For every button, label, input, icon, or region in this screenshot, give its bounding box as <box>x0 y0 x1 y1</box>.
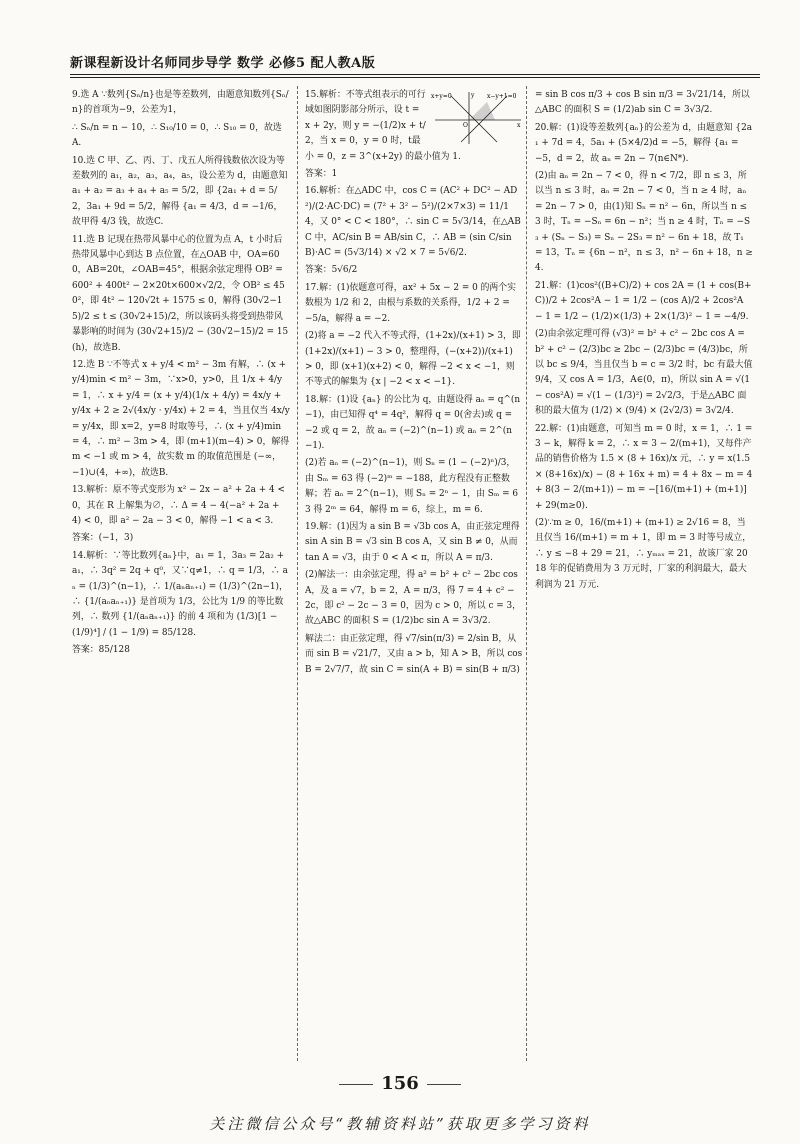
answer-19-cont: = sin B cos π/3 + cos B sin π/3 = 3√21/14，所以△ABC 的面积 S = (1/2)ab sin C = 3√3/2. <box>535 90 750 116</box>
answer-12: 12.选 B ∵不等式 x + y/4 < m² − 3m 有解，∴ (x + y/4)min < m² − 3m，∵x>0，y>0，且 1/x + 4/y = 1，∴ x + y/4 = (x + y/4)(1/x + 4/y) = 4x/y + y/4x + 2 ≥ 2√(4x/y · y/4x) + 2 = 4，当且仅当 4x/y = y/4x，即 x=2，y=8 时取等号，∴ (x + y/4)min = 4，∴ m² − 3m > 4，即 (m+1)(m−4) > 0，解得 m < −1 或 m > 4，故实数 m 的取值范围是 (−∞，−1)∪(4，+∞)，故选B. <box>72 359 290 478</box>
line-x-minus-y-plus-1 <box>461 96 507 142</box>
page-number <box>0 1073 800 1094</box>
answer-15: 15.解析：不等式组表示的可行域如图阴影部分所示，设 t = x + 2y，则 y = −(1/2)x + t/2，当 x = 0，y = 0 时，t最小 = 0，z = 3^(x+2y) 的最小值为 1. <box>305 90 461 162</box>
answer-11: 11.选 B 记现在热带风暴中心的位置为点 A，t 小时后热带风暴中心到达 B 点位置，在△OAB 中，OA=600，AB=20t，∠OAB=45°，根据余弦定理得 OB² = 600² + 400t² − 2×20t×600×√2/2，令 OB² ≤ 450²，即 4t² − 120√2t + 1575 ≤ 0，解得 (30√2−15)/2 ≤ t ≤ (30√2+15)/2，所以该码头将受到热带风暴影响的时间为 (30√2+15)/2 − (30√2−15)/2 = 15(h)，故选B. <box>72 234 289 353</box>
answer-9-cont: ∴ Sₙ/n = n − 10，∴ S₁₀/10 = 0，∴ S₁₀ = 0，故选A. <box>72 122 282 149</box>
answer-15-result: 答案：1 <box>305 169 338 180</box>
page-number-dash-right <box>427 1084 461 1085</box>
figure-axis-x: x <box>517 122 521 129</box>
answer-column-1 <box>72 88 290 1058</box>
answer-14-result: 答案：85/128 <box>72 645 130 656</box>
answer-19-method1: (2)解法一：由余弦定理，得 a² = b² + c² − 2bc cos A，及 a = √7，b = 2，A = π/3，得 7 = 4 + c² − 2c，即 c² − 2c − 3 = 0，因为 c > 0，所以 c = 3，故△ABC 的面积 S = (1/2)bc sin A = 3√3/2. <box>305 570 522 627</box>
figure-axis-y: y <box>471 92 475 99</box>
page-number-dash-left <box>339 1084 373 1085</box>
answer-column-3 <box>535 88 753 1058</box>
answer-17-part2: (2)将 a = −2 代入不等式得，(1+2x)/(x+1) > 3，即 (1+2x)/(x+1) − 3 > 0，整理得，(−(x+2))/(x+1) > 0，即 (x+1)(x+2) < 0，解得 −2 < x < −1，则不等式的解集为 {x | −2 < x < −1}. <box>305 331 521 388</box>
answer-20-part2: (2)由 aₙ = 2n − 7 < 0，得 n < 7/2，即 n ≤ 3，所以当 n ≤ 3 时，aₙ = 2n − 7 < 0，当 n ≥ 4 时，aₙ = 2n − 7 > 0，由(1)知 Sₙ = n² − 6n，所以当 n ≤ 3 时，Tₙ = −Sₙ = 6n − n²；当 n ≥ 4 时，Tₙ = −S₃ + (Sₙ − S₃) = Sₙ − 2S₃ = n² − 6n + 18，故 T₁ = 13，Tₙ = {6n − n²，n ≤ 3，n² − 6n + 18，n ≥ 4. <box>535 171 753 274</box>
answer-18-part1: 18.解：(1)设 {aₙ} 的公比为 q，由题设得 aₙ = q^(n−1)，由已知得 q⁴ = 4q²，解得 q = 0(舍去)或 q = −2 或 q = 2，故 aₙ = (−2)^(n−1) 或 aₙ = 2^(n−1). <box>305 394 521 451</box>
answer-14: 14.解析：∵等比数列{aₙ}中，a₁ = 1，3a₃ = 2a₂ + a₁，∴ 3q² = 2q + q⁰，又∵q≠1，∴ q = 1/3，∴ aₙ = (1/3)^(n−1)，∴ 1/(aₙaₙ₊₁) = (1/3)^(2n−1)，∴ {1/(aₙaₙ₊₁)} 是首项为 1/3，公比为 1/9 的等比数列，∴ 数列 {1/(aₙaₙ₊₁)} 的前 4 项和为 (1/3)[1 − (1/9)⁴] / (1 − 1/9) = 85/128. <box>72 550 288 638</box>
figure-label-left: x+y=0 <box>431 93 452 100</box>
answer-19-method2: 解法二：由正弦定理，得 √7/sin(π/3) = 2/sin B，从而 sin B = √21/7，又由 a > b，知 A > B，所以 cos B = 2√7/7，故 sin C = sin(A + B) = sin(B + π/3) <box>305 633 523 675</box>
answer-column-2 <box>305 88 523 1058</box>
answer-16-result: 答案：5√6/2 <box>305 265 358 276</box>
figure-label-right: x−y+1=0 <box>487 93 517 100</box>
answer-16: 16.解析：在△ADC 中，cos C = (AC² + DC² − AD²)/(2·AC·DC) = (7² + 3² − 5²)/(2×7×3) = 11/14，又 0° < C < 180°，∴ sin C = 5√3/14，在△ABC 中，AC/sin B = AB/sin C，∴ AB = (sin C/sin B)·AC = (5√3/14) × √2 × 7 = 5√6/2. <box>305 186 521 259</box>
feasible-region-figure <box>431 90 523 146</box>
answer-17-part1: 17.解：(1)依题意可得，ax² + 5x − 2 = 0 的两个实数根为 1/2 和 2，由根与系数的关系得，1/2 + 2 = −5/a，解得 a = −2. <box>305 282 517 324</box>
answer-21-part1: 21.解：(1)cos²((B+C)/2) + cos 2A = (1 + cos(B+C))/2 + 2cos²A − 1 = 1/2 − (cos A)/2 + 2cos²A − 1 = 1/2 − (1/2)×(1/3) + 2×(1/3)² − 1 = −4/9. <box>535 280 752 322</box>
column-divider-1 <box>297 86 298 1061</box>
footer-note: 关注微信公众号“教辅资料站”获取更多学习资料 <box>209 1115 591 1133</box>
page-header: 新课程新设计名师同步导学 数学 必修5 配人教A版 <box>70 56 376 71</box>
page-number-value: 156 <box>381 1073 419 1094</box>
answer-20-part1: 20.解：(1)设等差数列{aₙ}的公差为 d，由题意知 {2a₁ + 7d = 4，5a₁ + (5×4/2)d = −5，解得 {a₁ = −5，d = 2，故 aₙ = 2n − 7(n∈N*). <box>535 122 753 164</box>
answer-9: 9.选 A ∵数列{Sₙ/n}也是等差数列，由题意知数列{Sₙ/n}的首项为−9，公差为1， <box>72 90 289 116</box>
shaded-region <box>469 102 495 120</box>
figure-origin: O <box>463 122 468 129</box>
answer-22-part2: (2)∵m ≥ 0，16/(m+1) + (m+1) ≥ 2√16 = 8，当且仅当 16/(m+1) = m + 1，即 m = 3 时等号成立，∴ y ≤ −8 + 29 = 21，∴ yₘₐₓ = 21，故该厂家 2018 年的促销费用为 3 万元时，厂家的利润最大，最大利润为 21 万元. <box>535 517 752 590</box>
answer-19-part1: 19.解：(1)因为 a sin B = √3b cos A，由正弦定理得 sin A sin B = √3 sin B cos A，又 sin B ≠ 0，从而 tan A = √3，由于 0 < A < π，所以 A = π/3. <box>305 521 520 563</box>
answer-10: 10.选 C 甲、乙、丙、丁、戊五人所得钱数依次设为等差数列的 a₁，a₂，a₃，a₄，a₅，设公差为 d，由题意知 a₁ + a₂ = a₃ + a₄ + a₅ = 5/2，即 {2a₁ + d = 5/2，3a₁ + 9d = 5/2，解得 {a₁ = 4/3，d = −1/6，故甲得 4/3 钱，故选C. <box>72 155 288 228</box>
answer-21-part2: (2)由余弦定理可得 (√3)² = b² + c² − 2bc cos A = b² + c² − (2/3)bc ≥ 2bc − (2/3)bc = (4/3)bc，所以 bc ≤ 9/4，当且仅当 b = c = 3/2 时，bc 有最大值 9/4，又 cos A = 1/3，A∈(0，π)，所以 sin A = √(1 − cos²A) = √(1 − (1/3)²) = 2√2/3，于是△ABC 面积的最大值为 (1/2) × (9/4) × (2√2/3) = 3√2/4. <box>535 329 753 417</box>
answer-13: 13.解析：原不等式变形为 x² − 2x − a² + 2a + 4 < 0，其在 R 上解集为∅，∴ Δ = 4 − 4(−a² + 2a + 4) < 0，即 a² − 2a − 3 < 0，解得 −1 < a < 3. <box>72 485 285 526</box>
column-divider-2 <box>526 86 527 1061</box>
answer-22-part1: 22.解：(1)由题意，可知当 m = 0 时，x = 1，∴ 1 = 3 − k，解得 k = 2，∴ x = 3 − 2/(m+1)，又每件产品的销售价格为 1.5 × (8 + 16x)/x 元，∴ y = x(1.5 × (8+16x)/x) − (8 + 16x + m) = 4 + 8x − m = 4 + 8(3 − 2/(m+1)) − m = −[16/(m+1) + (m+1)] + 29(m≥0). <box>535 423 753 511</box>
answer-13-result: 答案：(−1，3) <box>72 533 134 544</box>
header-rule-thin <box>70 77 760 78</box>
header-rule <box>70 74 760 75</box>
answer-18-part2: (2)若 aₙ = (−2)^(n−1)，则 Sₙ = (1 − (−2)ⁿ)/3，由 Sₘ = 63 得 (−2)ᵐ = −188，此方程没有正整数解；若 aₙ = 2^(n−1)，则 Sₙ = 2ⁿ − 1，由 Sₘ = 63 得 2ᵐ = 64，解得 m = 6，综上，m = 6. <box>305 458 519 515</box>
